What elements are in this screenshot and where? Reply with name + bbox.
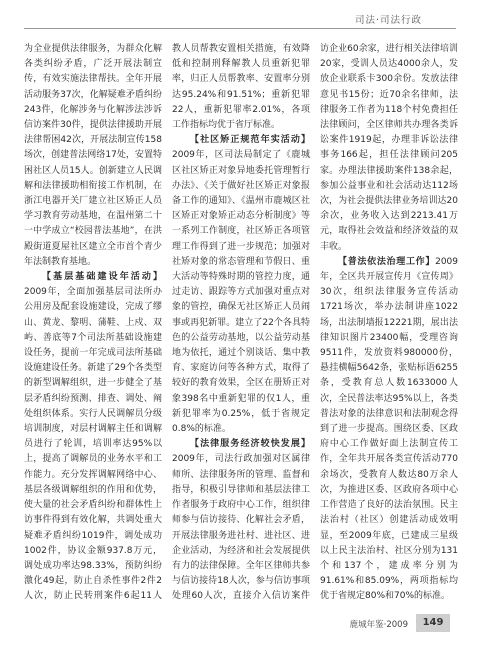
paragraph: 访企业60余家，进行相关法律培训20家，受训人员达4000余人，发放企业联系卡300余份。发放法律意见书15份；近70余名律师，法律服务工作者为118个村免费担任法律顾问，全区律师共办理各类诉讼案件1919起，办理非诉讼法律事务166起，担任法律顾问205家。办理法律援助案件138余起，参加公益事业和社会活动达112场次，为社会提供法律业务培训达20余次，业务收入达到2213.41万元，取得社会效益和经济效益的双丰收。	[320, 44, 458, 252]
section-label: 司法·司法行政	[354, 15, 422, 26]
column-2	[172, 42, 310, 602]
section-title: 【基层基础建设年活动】	[42, 272, 162, 283]
section-body: 2009年，区司法局制定了《鹿城区社区矫正对象异地委托管理暂行办法》、《关于做好社区矫正对象报备工作的通知》、《温州市鹿城区社区矫正对象矫正动态分析制度》等一系列工作制度，社区矫正各项管理工作得到了进一步规范；加强对社矫对象的常态管理和节假日、重大活动等特殊时期的管控力度，通过走访、跟踪等方式加强对重点对象的管控，确保无社区矫正人员闹事或再犯新罪。建立了22个各具特色的公益劳动基地，以公益劳动基地为依托，通过个别谈话、集中教育、家庭访问等各种方式，取得了较好的教育效果，全区在册矫正对象398名中重新犯罪的仅1人，重新犯罪率为0.25%，低于省规定0.8%的标准。	[172, 150, 310, 435]
section-body: 2009年，全面加强基层司法所办公用房及配套设施建设，完成了缪山、黄龙、黎明、蒲鞋、上戍、双屿、善底等7个司法所基础设施建设任务，提前一年完成司法所基础设施建设任务。新建了29个各类型的新型调解组织，进一步健全了基层矛盾纠纷预测、排查、调处、阐处组织体系。实行人民调解员分级培训制度，对层村调解主任和调解员进行了轮训，培训率达95%以上，提高了调解员的业务水平和工作能力。充分发挥调解网络中心、基层各级调解组织的作用和优势，使大量的社会矛盾纠纷和群体性上访事件得到有效化解，共调处重大疑难矛盾纠纷1019件，调处成功1002件，协议金额937.8万元，调处成功率达98.33%，预防纠纷激化49起，防止自杀性事件2件2人次，防止民转刑案件6起11人	[24, 287, 162, 602]
page-header	[0, 0, 480, 36]
section-title: 【普法依法治理工作】	[338, 256, 436, 267]
section-paragraph	[172, 437, 310, 602]
article-body	[24, 42, 458, 602]
section-body: 2009年，司法行政加强对区属律师所、法律服务所的管理、监督和指导，积极引导律师和基层法律工作者服务于政府中心工作，组织律师参与信访接待、化解社会矛盾，开展法律服务进社村、进社区、进企业活动，为经济和社会发展提供有力的法律保障。全年区律师共参与信访接待18人次，参与信访事项处理60人次，直接介入信访案件	[172, 454, 310, 602]
paragraph: 教人员帮教安置相关措施，有效降低和控制刑释解教人员重新犯罪率，归正人员帮教率、安置率分别达95.24%和91.51%；重新犯罪22人，重新犯罪率2.01%，各项工作指标均优于省厅标准。	[172, 44, 310, 131]
section-paragraph	[320, 255, 458, 602]
page-number: 149	[416, 614, 450, 632]
paragraph: 为全业提供法律服务，为群众化解各类纠纷矛盾，广泛开展法制宣传，有效实施法律帮扶。全年开展活动服务37次，化解疑难矛盾纠纷243件，化解涉务与化解涉法涉诉信访案件30件，提供法律援助开展法律帮困42次，开展法制宣传158场次，创建普法网络17处，安置特困社区人员15人。创新建立人民调解和法律援助相衔接工作机制，在浙江电器开关厂建立社区矫正人员学习教育劳动基地，在温州第二十一中学成立“校园普法基地”，在洪殿街道夏屋社区建立全市首个青少年法制教育基地。	[24, 44, 162, 267]
section-paragraph	[172, 133, 310, 437]
column-1	[24, 42, 162, 602]
page-footer	[0, 612, 480, 651]
section-body: 2009年，全区共开展宣传月《宣传周》30次，组织法律服务宣传活动1721场次，举办法制讲座1022场，出法制墙报12221期，展出法律知识图片23400幅，受理咨询9511件，发放资料980000份，悬挂横幅5642条，张贴标语6255条，受教育总人数1633000人次，全民普法率达95%以上，各类普法对象的法律意识和法制观念得到了进一步提高。围绕区委、区政府中心工作做好面上法制宣传工作，全年共开展各类宣传活动770余场次，受教育人数达80万余人次，为推进区委、区政府各项中心工作营造了良好的法治氛围。民主法治村（社区）创建活动成效明显，至2009年底，已建成三星级以上民主法治村、社区分别为131个和137个，建成率分别为91.61%和85.09%，两项指标均优于省规定80%和70%的标准。	[320, 256, 458, 602]
publication-name: 鹿城年鉴·2009	[349, 620, 408, 630]
section-title: 【社区矫正规范年实活动】	[190, 135, 310, 146]
header-divider	[24, 28, 456, 29]
section-title: 【法律服务经济较快发展】	[190, 439, 310, 450]
column-3	[320, 42, 458, 602]
section-paragraph	[24, 270, 162, 602]
